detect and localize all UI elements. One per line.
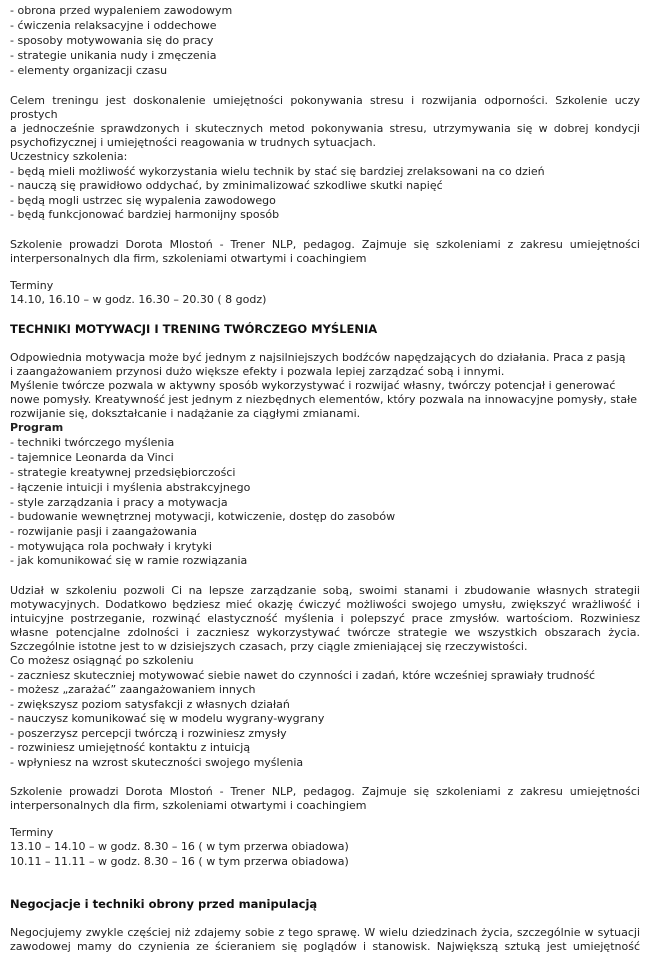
paragraph-line: Negocjujemy zwykle częściej niż zdajemy sobie z tego sprawę. W wielu dziedzinach życia, szczególnie w sytuacji [10, 926, 640, 939]
list-item: - techniki twórczego myślenia [10, 436, 175, 449]
list-item: - ćwiczenia relaksacyjne i oddechowe [10, 19, 217, 32]
paragraph-line: zawodowej mamy do czynienia ze ścieraniem się poglądów i stanowisk. Największą sztuką jest umiejętność [10, 940, 640, 953]
list-item: - nauczysz komunikować się w modelu wygrany-wygrany [10, 712, 325, 725]
list-item: - sposoby motywowania się do pracy [10, 34, 214, 47]
list-item: - strategie kreatywnej przedsiębiorczości [10, 466, 236, 479]
paragraph-line: rozwijanie się, dokształcanie i nadążanie za ciągłymi zmianami. [10, 407, 361, 420]
terms-value: 14.10, 16.10 – w godz. 16.30 – 20.30 ( 8 godz) [10, 293, 267, 306]
paragraph-line: Celem treningu jest doskonalenie umiejętności pokonywania stresu i rozwijania odporności. Szkolenie uczy [10, 94, 640, 107]
trainer-line: Szkolenie prowadzi Dorota Mlostoń - Trener NLP, pedagog. Zajmuje się szkoleniami z zakresu umiejętności [10, 238, 640, 251]
list-item: - rozwiniesz umiejętność kontaktu z intuicją [10, 741, 251, 754]
list-item: - zaczniesz skuteczniej motywować siebie nawet do czynności i zadań, które wcześniej sprawiały trudność [10, 669, 596, 682]
paragraph-line: Myślenie twórcze pozwala w aktywny sposób wykorzystywać i rozwijać własny, twórczy potencjał i generować [10, 379, 616, 392]
list-item: - będą funkcjonować bardziej harmonijny sposób [10, 208, 280, 221]
achieve-heading: Co możesz osiągnąć po szkoleniu [10, 654, 194, 667]
section-heading: TECHNIKI MOTYWACJI I TRENING TWÓRCZEGO MYŚLENIA [10, 322, 378, 336]
paragraph-line: Odpowiednia motywacja może być jednym z najsilniejszych bodźców napędzających do działania. Praca z pasją [10, 351, 626, 364]
list-item: - poszerzysz percepcji twórczą i rozwiniesz zmysły [10, 727, 287, 740]
paragraph-line: psychofizycznej i umiejętności reagowania w trudnych sytuacjach. [10, 136, 376, 149]
list-item: - budowanie wewnętrznej motywacji, kotwiczenie, dostęp do zasobów [10, 510, 396, 523]
terms-value: 13.10 – 14.10 – w godz. 8.30 – 16 ( w tym przerwa obiadowa) [10, 840, 349, 853]
paragraph-line: nowe pomysły. Kreatywność jest jednym z niezbędnych elementów, który pozwala na innowacyjne pomysły, stałe [10, 393, 637, 406]
paragraph-line: i zaangażowaniem przynosi dużo większe efekty i pozwala lepiej zarządzać sobą i innymi. [10, 365, 505, 378]
list-item: - będą mogli ustrzec się wypalenia zawodowego [10, 194, 276, 207]
program-label: Program [10, 421, 64, 434]
list-item: - łączenie intuicji i myślenia abstrakcyjnego [10, 481, 251, 494]
terms-label: Terminy [10, 826, 54, 839]
terms-value: 10.11 – 11.11 – w godz. 8.30 – 16 ( w tym przerwa obiadowa) [10, 855, 349, 868]
list-item: - jak komunikować się w ramie rozwiązania [10, 554, 248, 567]
paragraph-line: intuicyjne postrzeganie, rozwinąć elastyczność myślenia i polepszyć prace zmysłów. wartościom. Rozwiniesz [10, 612, 640, 625]
list-item: - motywująca rola pochwały i krytyki [10, 540, 212, 553]
paragraph-line: Szczególnie istotne jest to w dzisiejszych czasach, przy ciągle zmieniającej się rzeczywistości. [10, 640, 528, 653]
terms-label: Terminy [10, 279, 54, 292]
trainer-line: Szkolenie prowadzi Dorota Mlostoń - Trener NLP, pedagog. Zajmuje się szkoleniami z zakresu umiejętności [10, 785, 640, 798]
paragraph-line: motywacyjnych. Dodatkowo będziesz mieć okazję ćwiczyć możliwości swojego umysłu, zwiększyć wrażliwość i [10, 598, 640, 611]
list-item: - tajemnice Leonarda da Vinci [10, 451, 174, 464]
list-item: - elementy organizacji czasu [10, 64, 168, 77]
trainer-line: interpersonalnych dla firm, szkoleniami otwartymi i coachingiem [10, 252, 367, 265]
list-item: - możesz „zarażać” zaangażowaniem innych [10, 683, 256, 696]
list-item: - zwiększysz poziom satysfakcji z własnych działań [10, 698, 290, 711]
paragraph-line: prostych [10, 108, 58, 121]
list-item: - obrona przed wypaleniem zawodowym [10, 4, 233, 17]
list-item: - rozwijanie pasji i zaangażowania [10, 525, 197, 538]
participants-heading: Uczestnicy szkolenia: [10, 150, 128, 163]
section-heading: Negocjacje i techniki obrony przed manipulacją [10, 897, 318, 911]
list-item: - będą mieli możliwość wykorzystania wielu technik by stać się bardziej zrelaksowani na co dzień [10, 165, 545, 178]
list-item: - strategie unikania nudy i zmęczenia [10, 49, 217, 62]
list-item: - nauczą się prawidłowo oddychać, by zminimalizować szkodliwe skutki napięć [10, 179, 443, 192]
paragraph-line: Udział w szkoleniu pozwoli Ci na lepsze zarządzanie sobą, swoimi stanami i zbudowanie własnych strategii [10, 584, 640, 597]
list-item: - style zarządzania i pracy a motywacja [10, 496, 228, 509]
paragraph-line: a jednocześnie sprawdzonych i skutecznych metod pokonywania stresu, utrzymywania się w dobrej kondycji [10, 122, 640, 135]
paragraph-line: własne potencjalne zdolności i zaczniesz wykorzystywać twórcze strategie we wszystkich obszarach życia. [10, 626, 640, 639]
list-item: - wpłyniesz na wzrost skuteczności swojego myślenia [10, 756, 304, 769]
trainer-line: interpersonalnych dla firm, szkoleniami otwartymi i coachingiem [10, 799, 367, 812]
